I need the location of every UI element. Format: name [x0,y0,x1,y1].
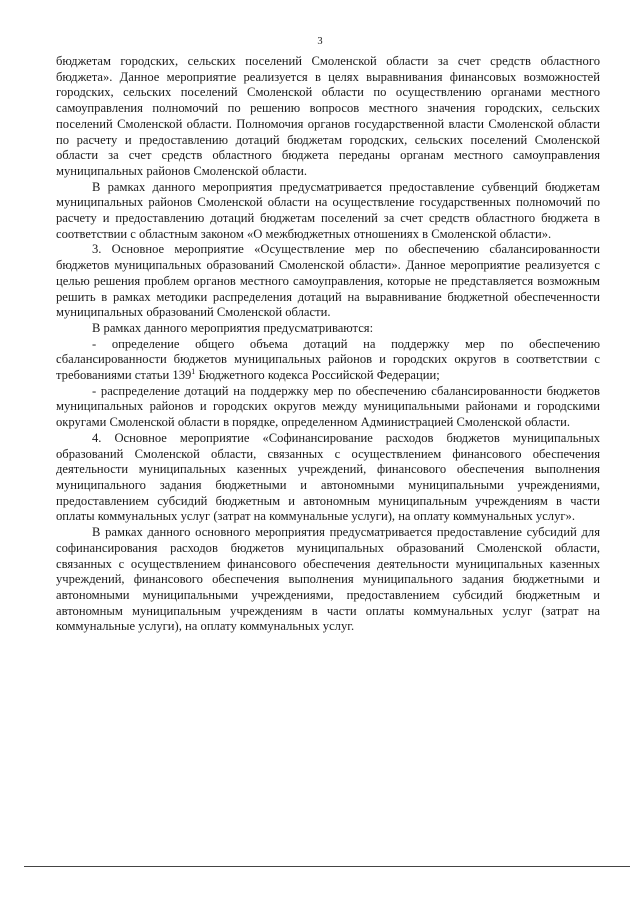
paragraph-1: бюджетам городских, сельских поселений Смоленской области за счет средств областного бюджета». Данное мероприятие реализуется в целях выравнивания финансовых возможностей городских, сельских поселений Смоленской области по осуществлению органами местного самоуправления полномочий по решению вопросов местного значения городских, сельских поселений Смоленской области. Полномочия органов государственной власти Смоленской области по расчету и предоставлению дотаций бюджетам городских, сельских поселений Смоленской области за счет средств областного бюджета переданы органам местного самоуправления муниципальных районов Смоленской области. [56,54,600,178]
paragraph-6: - распределение дотаций на поддержку мер по обеспечению сбалансированности бюджетов муниципальных районов и городских округов между муниципальными районами и городскими округами Смоленской области в порядке, определенном Администрацией Смоленской области. [56,383,600,430]
paragraph-5-tail: Бюджетного кодекса Российской Федерации; [195,368,440,383]
page-number: 3 [317,36,323,47]
document-body [56,54,600,635]
paragraph-3: 3. Основное мероприятие «Осуществление мер по обеспечению сбалансированности бюджетов муниципальных образований Смоленской области». Данное мероприятие реализуется с целью решения проблем органов местного самоуправления, которые не представляется возможным решить в рамках методики распределения дотаций на выравнивание бюджетной обеспеченности муниципальных образований Смоленской области. [56,242,600,320]
paragraph-8: В рамках данного основного мероприятия предусматривается предоставление субсидий для софинансирования расходов бюджетов муниципальных образований Смоленской области, связанных с осуществлением финансового обеспечения деятельности муниципальных казенных учреждений, финансового обеспечения выполнения муниципального задания бюджетными и автономными муниципальными учреждениями, предоставлением субсидий бюджетным и автономным муниципальным учреждениям в части оплаты коммунальных услуг (затрат на коммунальные услуги), на оплату коммунальных услуг. [56,525,600,634]
article-superscript: 1 [191,366,196,376]
paragraph-5 [56,337,600,384]
bottom-divider [24,866,630,867]
paragraph-7: 4. Основное мероприятие «Софинансирование расходов бюджетов муниципальных образований Смоленской области, связанных с осуществлением финансового обеспечения деятельности муниципальных казенных учреждений, финансового обеспечения выполнения муниципального задания бюджетными и автономными муниципальными учреждениями, предоставлением субсидий бюджетным и автономным муниципальным учреждениям в части оплаты коммунальных услуг (затрат на коммунальные услуги), на оплату коммунальных услуг». [56,430,600,524]
paragraph-2: В рамках данного мероприятия предусматривается предоставление субвенций бюджетам муниципальных районов Смоленской области на осуществление государственных полномочий по расчету и предоставлению дотаций бюджетам поселений за счет средств областного бюджета в соответствии с областным законом «О межбюджетных отношениях в Смоленской области». [56,179,600,241]
paragraph-5-text: - определение общего объема дотаций на поддержку мер по обеспечению сбалансированности бюджетов муниципальных районов и городских округов в соответствии с требованиями статьи 139 [56,336,600,383]
paragraph-4: В рамках данного мероприятия предусматриваются: [92,320,374,335]
